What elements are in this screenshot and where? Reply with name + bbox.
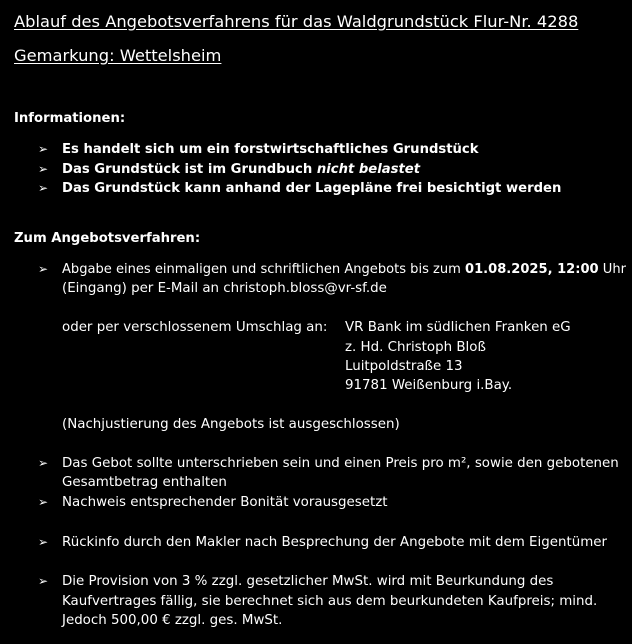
nachjustierung-note: (Nachjustierung des Angebots ist ausgeschlossen) (62, 417, 400, 432)
address-line: VR Bank im südlichen Franken eG (345, 320, 571, 335)
address-line: z. Hd. Christoph Bloß (345, 340, 486, 355)
abgabe-email-line: (Eingang) per E-Mail an christoph.bloss@vr-sf.de (62, 281, 387, 296)
arrow-bullet-icon: ➢ (38, 574, 49, 588)
rueckinfo-text: Rückinfo durch den Makler nach Besprechung der Angebote mit dem Eigentümer (62, 535, 607, 550)
arrow-bullet-icon: ➢ (38, 456, 49, 470)
info-item: ➢ Es handelt sich um ein forstwirtschaftliches Grundstück (38, 142, 479, 157)
informationen-heading: Informationen: (14, 111, 126, 126)
provision-text-cont: Kaufvertrages fällig, sie berechnet sich aus dem beurkundeten Kaufpreis; mind. (62, 594, 598, 609)
emphasis-text: nicht belastet (316, 162, 421, 177)
provision-text-cont: Jedoch 500,00 € zzgl. ges. MwSt. (62, 613, 283, 628)
document-subtitle: Gemarkung: Wettelsheim (14, 46, 222, 65)
abgabe-text: Abgabe eines einmaligen und schriftlichen Angebots bis zum 01.08.2025, 12:00 Uhr (62, 262, 626, 277)
info-item: ➢ Das Grundstück kann anhand der Lagepläne frei besichtigt werden (38, 181, 562, 196)
bonitaet-text: Nachweis entsprechender Bonität vorausgesetzt (62, 495, 388, 510)
provision-text: Die Provision von 3 % zzgl. gesetzlicher MwSt. wird mit Beurkundung des (62, 574, 554, 589)
arrow-bullet-icon: ➢ (38, 181, 49, 195)
gebot-text: Das Gebot sollte unterschrieben sein und einen Preis pro m², sowie den gebotenen (62, 456, 619, 471)
document-title: Ablauf des Angebotsverfahrens für das Waldgrundstück Flur-Nr. 4288 (14, 12, 579, 31)
arrow-bullet-icon: ➢ (38, 535, 49, 549)
verfahren-heading: Zum Angebotsverfahren: (14, 231, 201, 246)
arrow-bullet-icon: ➢ (38, 495, 49, 509)
gebot-text-cont: Gesamtbetrag enthalten (62, 475, 227, 490)
arrow-bullet-icon: ➢ (38, 162, 49, 176)
arrow-bullet-icon: ➢ (38, 262, 49, 276)
deadline-text: 01.08.2025, 12:00 (465, 262, 599, 277)
address-line: Luitpoldstraße 13 (345, 359, 463, 374)
arrow-bullet-icon: ➢ (38, 142, 49, 156)
umschlag-label: oder per verschlossenem Umschlag an: (62, 320, 328, 335)
info-item: ➢ Das Grundstück ist im Grundbuch nicht belastet (38, 162, 421, 177)
address-line: 91781 Weißenburg i.Bay. (345, 378, 513, 393)
